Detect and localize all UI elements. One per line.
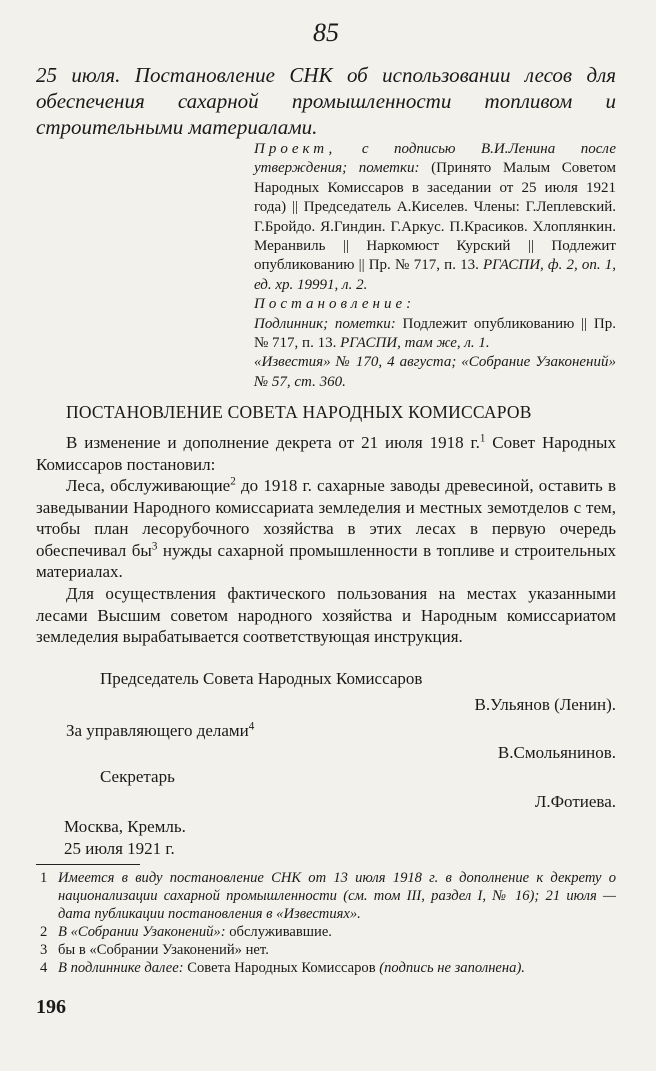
draft-archive: РГАСПИ, ф. 2, оп. 1, ед. хр. 19991, л. 2. [254, 257, 616, 293]
footnote-divider [36, 864, 140, 865]
resolution-label: Постановление: [254, 296, 416, 313]
decree-title: ПОСТАНОВЛЕНИЕ СОВЕТА НАРОДНЫХ КОМИССАРОВ [66, 402, 532, 422]
footnote-ref-2: 2 [230, 475, 236, 488]
manager-title [66, 720, 254, 742]
document-number: 85 [313, 18, 339, 47]
draft-intro: с подписью В.И.Ленина после утверждения; пометки: [254, 141, 616, 177]
footnote-ref-4: 4 [248, 720, 255, 733]
original-marks: Подлежит опубликованию || Пр. № 717, п. 13. [254, 315, 617, 352]
signing-place: Москва, Кремль. [64, 817, 186, 836]
original-archive: РГАСПИ, там же, л. 1. [340, 335, 490, 352]
chair-title: Председатель Совета Народных Комиссаров [100, 669, 423, 688]
publication-note: «Известия» № 170, 4 августа; «Собрание Узаконений» № 57, ст. 360. [254, 354, 616, 390]
archival-notes [254, 140, 616, 392]
decree-paragraph-2 [36, 475, 616, 583]
draft-label: Проект, [254, 141, 337, 157]
footnote-text: Имеется в виду постановление СНК от 13 июля 1918 г. в дополнение к декрету о национализации сахарной промышленности (см. том III, раздел I, № 16); 21 июля — дата публикации постановления в «Известиях». [58, 870, 616, 922]
original-label: Подлинник; пометки: [254, 315, 403, 332]
secretary-title: Секретарь [100, 767, 175, 786]
signing-date: 25 июля 1921 г. [64, 839, 175, 858]
footnote-3 [36, 941, 616, 959]
footnote-number: 1 [40, 870, 48, 886]
p2-text-a: Леса, обслуживающие [66, 476, 231, 495]
original-note [254, 315, 616, 354]
footnote-1 [36, 869, 616, 923]
draft-note [254, 140, 616, 295]
manager-name: В.Смольянинов. [497, 743, 616, 762]
footnote-number: 3 [40, 942, 48, 958]
footnote-prefix: В подлиннике далее: [58, 960, 188, 976]
footnote-text: обслуживавшие. [229, 924, 332, 940]
footnote-ref-1: 1 [479, 432, 486, 445]
footnote-number: 4 [40, 960, 48, 976]
secretary-name: Л.Фотиева. [534, 792, 616, 811]
draft-marks: (Принято Малым Советом Народных Комиссаров в заседании от 25 июля 1921 года) || Председатель А.Киселев. Члены: Г.Леплевский. Г.Бройдо. Я.Гиндин. Г.Аркус. П.Красиков. Хлоплянкин. Меранвиль || Наркомюст Курский || Подлежит опубликованию || Пр. № 717, п. 13. [254, 160, 616, 274]
footnote-suffix: (подпись не заполнена). [379, 960, 525, 976]
decree-paragraph-1 [36, 432, 616, 475]
p2-text-b: до 1918 г. сахарные заводы древесиной, оставить в заведывании Народного комиссариата земледелия и местных земотделов с тем, чтобы план лесорубочного хозяйства в этих лесах в первую очередь обеспечивал бы [36, 476, 617, 560]
p1-text-a: В изменение и дополнение декрета от 21 июля 1918 г. [66, 433, 480, 452]
footnote-text: бы в «Собрании Узаконений» нет. [58, 942, 269, 958]
footnote-prefix: В «Собрании Узаконений»: [58, 924, 230, 940]
footnotes [36, 869, 616, 977]
footnote-number: 2 [40, 924, 48, 940]
footnote-4 [36, 959, 616, 977]
chair-name: В.Ульянов (Ленин). [474, 695, 616, 714]
page-number: 196 [36, 996, 66, 1018]
p2-text-c: нужды сахарной промышленности в топливе и строительных материалах. [36, 540, 616, 581]
document-title: 25 июля. Постановление СНК об использовании лесов для обеспечения сахарной промышленности топливом и строительными материалами. [36, 63, 616, 139]
footnote-ref-3: 3 [151, 539, 158, 552]
footnote-text: Совета Народных Комиссаров [187, 960, 380, 976]
document-page [36, 0, 616, 1071]
footnote-2 [36, 923, 616, 941]
manager-title-text: За управляющего делами [66, 721, 249, 740]
p1-text-b: Совет Народных Комиссаров постановил: [36, 433, 616, 474]
decree-paragraph-3: Для осуществления фактического пользования на местах указанными лесами Высшим советом народного хозяйства и Народным комиссариатом земледелия вырабатывается соответствующая инструкция. [36, 584, 616, 646]
